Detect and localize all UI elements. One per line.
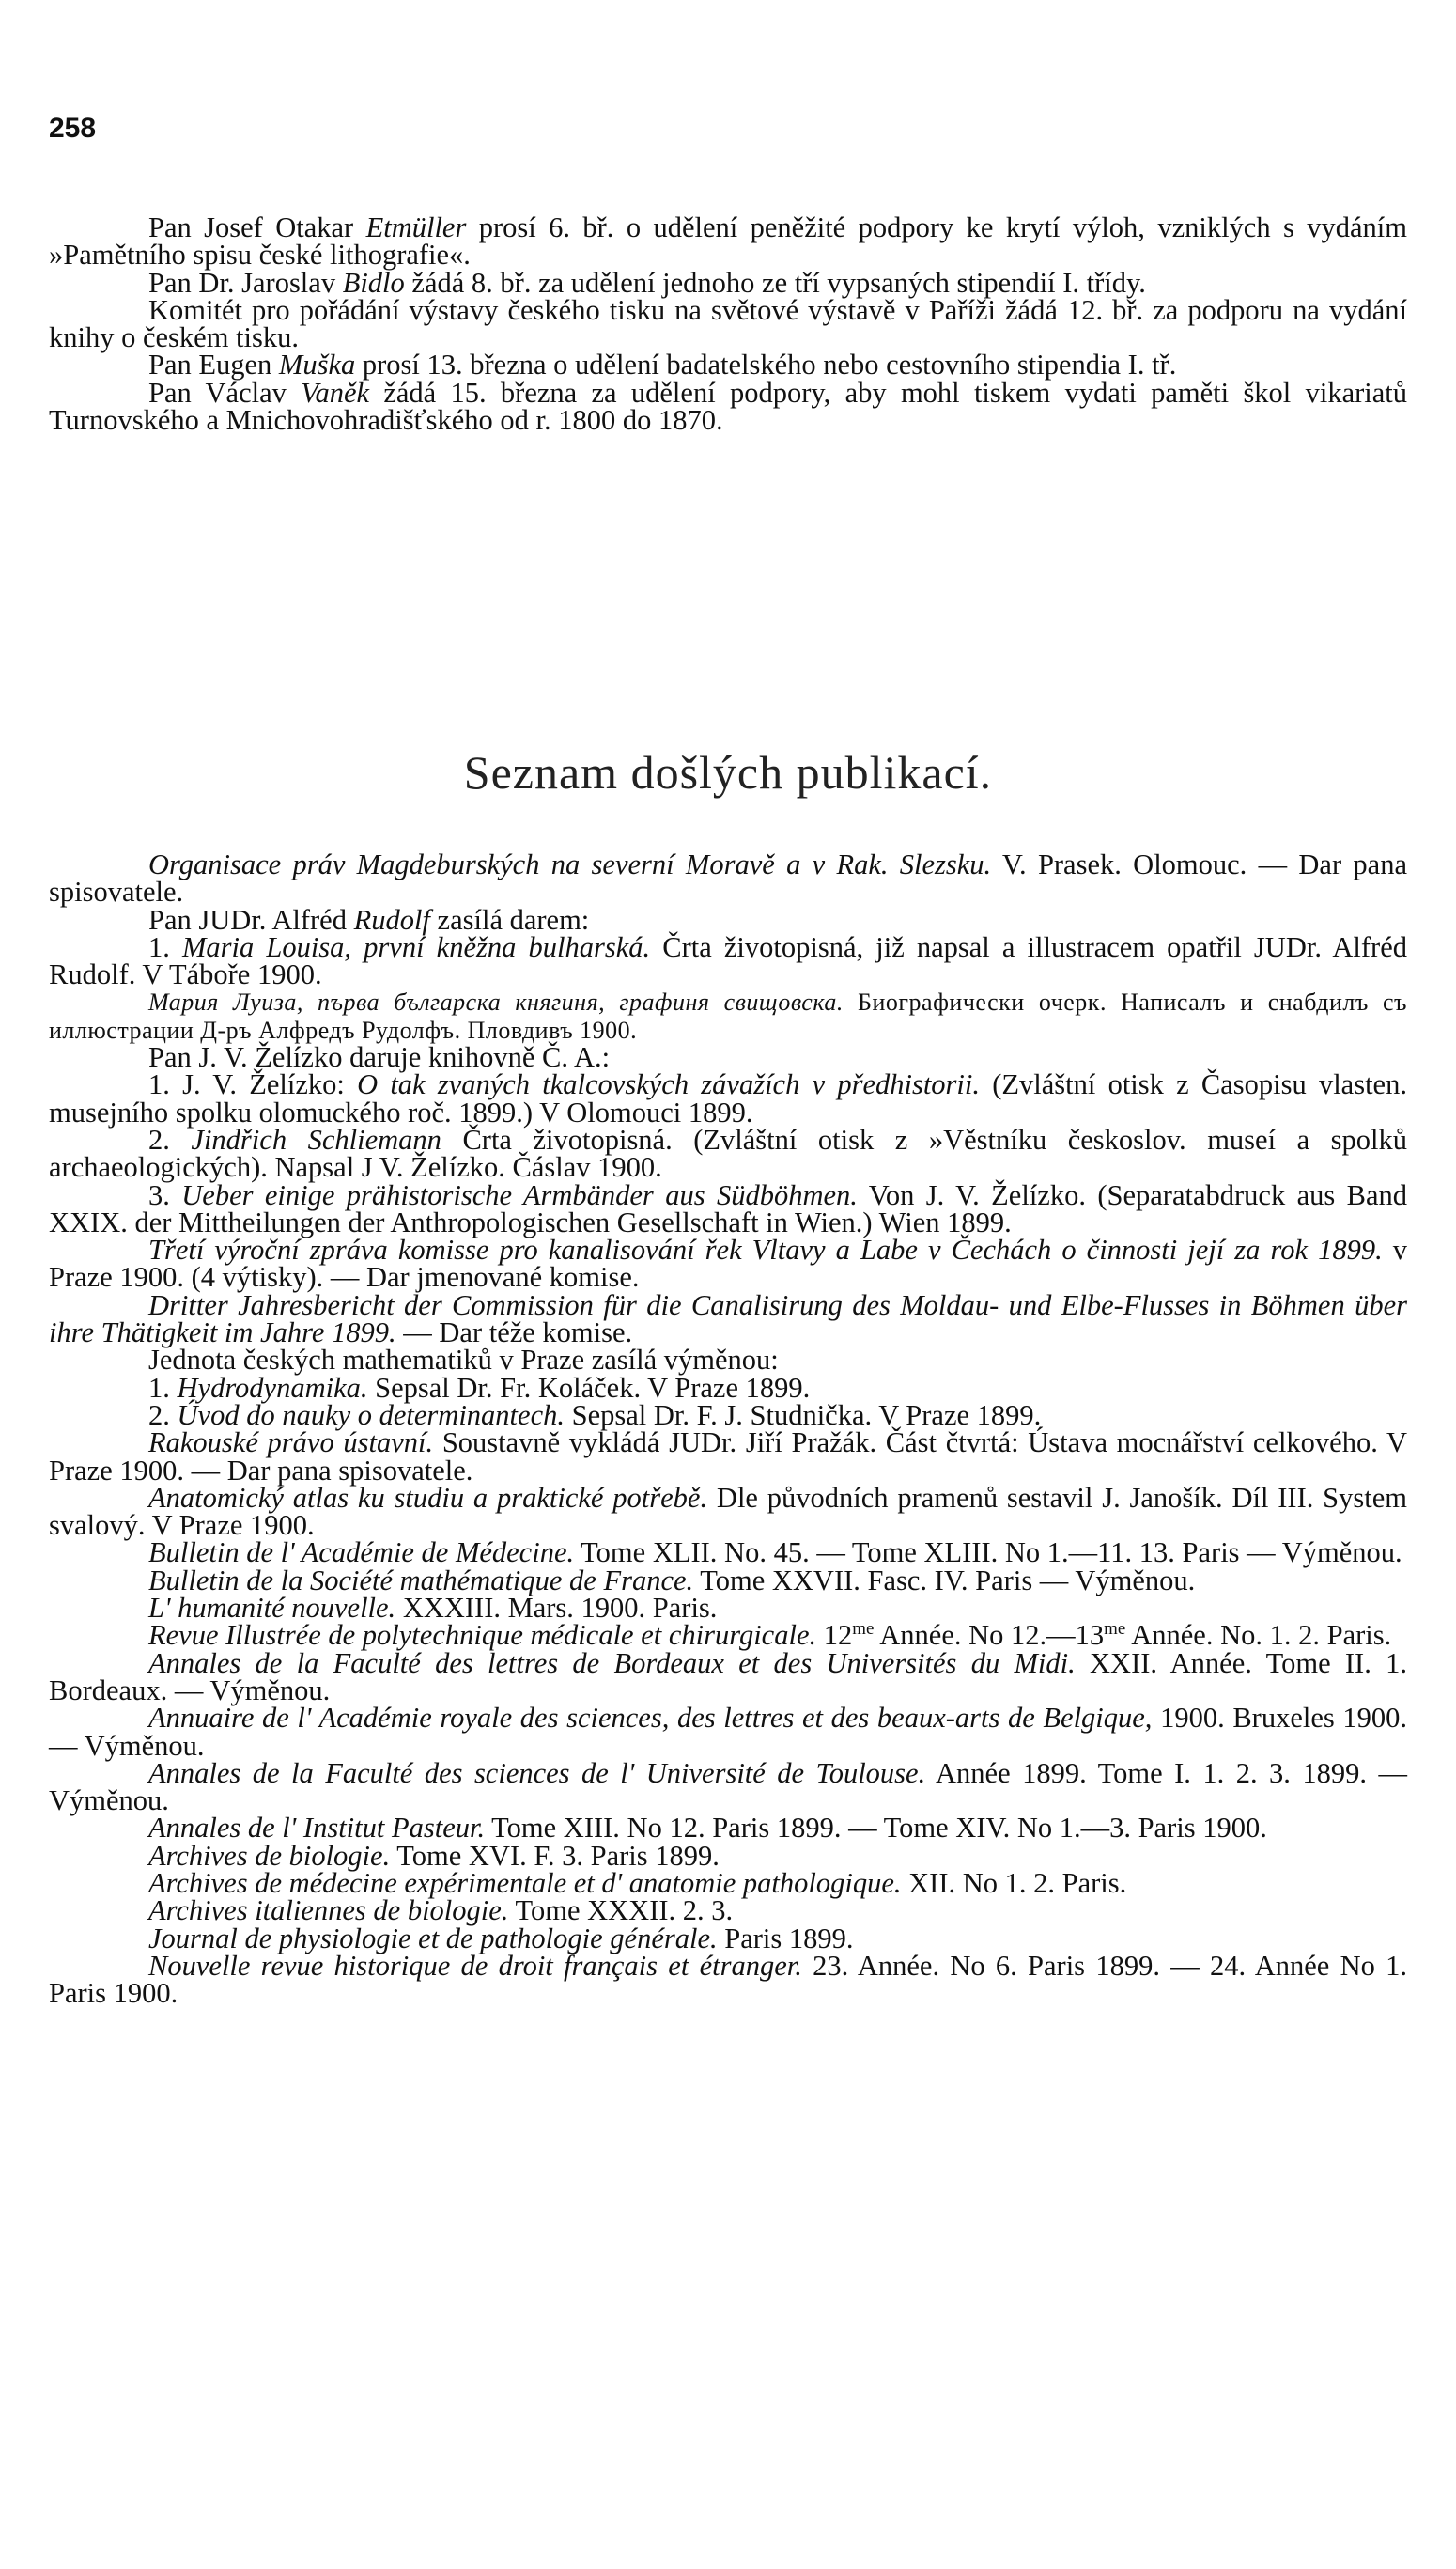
publication-entry: [49, 989, 1407, 1044]
publication-details: Črta životopisná. (Zvláštní otisk z »Věstníku českoslov. museí a spolků archaeologických). Napsal J V. Želízko. Čáslav 1900.: [49, 1123, 1408, 1184]
publication-title: Archives de médecine expérimentale et d' anatomie pathologique.: [148, 1866, 902, 1899]
publication-details: Črta životopisná, již napsal a illustracem opatřil JUDr. Alfréd Rudolf. V Táboře 1900.: [49, 930, 1407, 991]
publication-title: Jindřich Schliemann: [191, 1123, 441, 1156]
request-paragraph: [49, 351, 1407, 379]
publication-details: Tome XVI. F. 3. Paris 1899.: [390, 1839, 720, 1872]
publication-details: 12: [816, 1619, 853, 1652]
page-number: 258: [49, 113, 97, 144]
publication-details: 1900. Bruxeles 1900. — Výměnou.: [49, 1702, 1407, 1762]
request-paragraph: [49, 376, 1407, 437]
publication-title: Organisace práv Magdeburských na severní Moravě a v Rak. Slezsku.: [148, 849, 992, 880]
publication-entry: [49, 1481, 1407, 1542]
publication-title: Journal de physiologie et de pathologie générale.: [148, 1922, 718, 1954]
publication-details: Année. No 12.—13: [874, 1619, 1105, 1652]
publication-title: Anatomický atlas ku studiu a praktické potřebě.: [148, 1481, 708, 1514]
publication-title: Třetí výroční zpráva komisse pro kanalisování řek Vltavy a Labe v Čechách o činnosti její za rok 1899.: [148, 1234, 1383, 1267]
section-heading: Seznam došlých publikací.: [463, 746, 993, 799]
publication-details: Tome XXVII. Fasc. IV. Paris — Výměnou.: [693, 1564, 1196, 1596]
publication-title: Maria Louisa, první kněžna bulharská.: [182, 930, 651, 963]
publication-entry: [49, 1756, 1408, 1817]
publication-details: Jednota českých mathematiků v Praze zasílá výměnou:: [148, 1344, 779, 1377]
publication-details: Année 1899. Tome I. 1. 2. 3. 1899. — Výměnou.: [49, 1756, 1408, 1817]
publication-details: Pan J. V. Želízko daruje knihovně Č. A.:: [148, 1041, 611, 1074]
publication-entry: [49, 1426, 1407, 1487]
publication-details: XXXIII. Mars. 1900. Paris.: [395, 1592, 718, 1625]
publication-entry: [49, 1398, 1407, 1431]
publication-entry: [49, 1592, 1407, 1625]
publication-number: 2.: [148, 1123, 192, 1156]
publication-number: 1. J. V. Želízko:: [148, 1068, 358, 1101]
donor-name: Rudolf: [353, 903, 430, 936]
publication-number: 3.: [148, 1178, 182, 1211]
publication-details: V. Prasek. Olomouc. — Dar pana spisovatele.: [49, 849, 1407, 909]
publication-entry: [49, 1123, 1408, 1184]
publication-entry: [49, 851, 1407, 907]
superscript: me: [852, 1619, 875, 1640]
publication-details: Année. No. 1. 2. Paris.: [1125, 1619, 1392, 1652]
publication-title: Мария Луиза, първа българска княгиня, графиня свищовска.: [148, 989, 844, 1017]
publication-number: 2.: [148, 1398, 178, 1431]
publication-number: 1.: [148, 1371, 178, 1404]
publication-entry: [49, 1178, 1408, 1238]
request-text: prosí 13. března o udělení badatelského nebo cestovního stipendia I. tř.: [355, 349, 1177, 381]
publication-title: Revue Illustrée de polytechnique médicale et chirurgicale.: [148, 1619, 817, 1652]
publication-title: Annuaire de l' Académie royale des sciences, des lettres et des beaux-arts de Belgique,: [148, 1702, 1153, 1735]
publication-details: — Dar téže komise.: [395, 1316, 633, 1349]
publication-entry: [49, 1371, 1407, 1404]
applicant-name: Bidlo: [342, 266, 405, 299]
publication-entry: [49, 930, 1407, 991]
requests-section: [49, 211, 1407, 437]
publication-details: Tome XIII. No 12. Paris 1899. — Tome XIV. No 1.—3. Paris 1900.: [485, 1812, 1267, 1845]
publication-title: Hydrodynamika.: [177, 1371, 368, 1404]
publication-entry: [49, 1619, 1407, 1652]
publication-entry: [49, 903, 1407, 936]
publication-title: L' humanité nouvelle.: [148, 1592, 396, 1625]
publication-details: (Zvláštní otisk z Časopisu vlasten. musejního spolku olomuckého roč. 1899.) V Olomouci 1899.: [49, 1068, 1407, 1129]
publication-details: zasílá darem:: [429, 903, 590, 936]
publication-entry: [49, 1812, 1407, 1845]
publication-details: 23. Année. No 6. Paris 1899. — 24. Année No 1. Paris 1900.: [49, 1949, 1407, 2010]
request-paragraph: [49, 211, 1407, 272]
applicant-name: Muška: [278, 349, 356, 381]
request-paragraph: [49, 293, 1407, 354]
publication-entry: [49, 1288, 1407, 1349]
publication-title: Úvod do nauky o determinantech.: [177, 1398, 565, 1431]
publication-entry: [49, 1839, 1407, 1872]
request-text: žádá 15. března za udělení podpory, aby mohl tiskem vydati paměti škol vikariatů Turnovského a Mnichovohradišťského od r. 1800 do 1870.: [49, 376, 1407, 437]
publication-entry: [49, 1894, 1407, 1927]
publication-entry: [49, 1866, 1407, 1899]
publication-title: Bulletin de l' Académie de Médecine.: [148, 1536, 575, 1569]
request-text: prosí 6. bř. o udělení peněžité podpory ke krytí výloh, vzniklých s vydáním »Pamětního spisu české lithografie«.: [49, 211, 1407, 272]
publication-entry: [49, 1949, 1407, 2010]
publication-title: Annales de l' Institut Pasteur.: [148, 1812, 486, 1845]
publication-details: Von J. V. Želízko. (Separatabdruck aus Band XXIX. der Mittheilungen der Anthropologischen Gesellschaft in Wien.) Wien 1899.: [49, 1178, 1408, 1238]
request-text: Komitét pro pořádání výstavy českého tisku na světové výstavě v Paříži žádá 12. bř. za podporu na vydání knihy o českém tisku.: [49, 293, 1407, 354]
publication-title: Archives de biologie.: [148, 1839, 391, 1872]
request-paragraph: [49, 266, 1407, 299]
publication-entry: [49, 1702, 1407, 1762]
publication-entry: [49, 1041, 1407, 1074]
publication-title: O tak zvaných tkalcovských závažích v předhistorii.: [357, 1068, 980, 1101]
publication-title: Annales de la Faculté des lettres de Bordeaux et des Universités du Midi.: [148, 1646, 1076, 1679]
applicant-name: Vaněk: [301, 376, 370, 409]
applicant-name: Etmüller: [365, 211, 467, 243]
publication-details: Sepsal Dr. F. J. Studnička. V Praze 1899.: [564, 1398, 1042, 1431]
publication-entry: [49, 1344, 1407, 1377]
publication-details: Tome XXXII. 2. 3.: [508, 1894, 734, 1927]
publication-details: XII. No 1. 2. Paris.: [901, 1866, 1127, 1899]
publication-number: 1.: [148, 930, 182, 963]
request-prefix: Pan Eugen: [148, 349, 279, 381]
superscript: me: [1104, 1619, 1126, 1640]
publication-title: Dritter Jahresbericht der Commission für die Canalisirung des Moldau- und Elbe-Flusses in Böhmen über ihre Thätigkeit im Jahre 1899.: [49, 1288, 1407, 1349]
publication-title: Rakouské právo ústavní.: [148, 1426, 434, 1459]
publication-title: Bulletin de la Société mathématique de France.: [148, 1564, 694, 1596]
publication-details: Биографически очерк. Написалъ и снабдилъ съ иллюстрации Д-ръ Алфредъ Рудолфъ. Пловдивъ 1900.: [49, 989, 1407, 1044]
publication-entry: [49, 1922, 1407, 1954]
publication-details: Dle původních pramenů sestavil J. Janošík. Díl III. System svalový. V Praze 1900.: [49, 1481, 1407, 1542]
publication-details: Pan JUDr. Alfréd: [148, 903, 354, 936]
publications-list: [49, 849, 1408, 2010]
publication-title: Annales de la Faculté des sciences de l' Université de Toulouse.: [148, 1756, 926, 1789]
publication-details: Tome XLII. No. 45. — Tome XLIII. No 1.—11. 13. Paris — Výměnou.: [574, 1536, 1402, 1569]
publication-entry: [49, 1646, 1407, 1706]
publication-entry: [49, 1564, 1407, 1596]
request-prefix: Pan Václav: [148, 376, 302, 409]
publication-title: Archives italiennes de biologie.: [148, 1894, 509, 1927]
publication-entry: [49, 1536, 1407, 1569]
publication-title: Nouvelle revue historique de droit français et étranger.: [148, 1949, 802, 1982]
publication-details: Sepsal Dr. Fr. Koláček. V Praze 1899.: [367, 1371, 811, 1404]
publication-entry: [49, 1234, 1408, 1294]
request-text: žádá 8. bř. za udělení jednoho ze tří vypsaných stipendií I. třídy.: [404, 266, 1146, 299]
publication-details: v Praze 1900. (4 výtisky). — Dar jmenované komise.: [49, 1234, 1408, 1294]
publication-details: XXII. Année. Tome II. 1. Bordeaux. — Výměnou.: [49, 1646, 1407, 1706]
publication-details: Paris 1899.: [717, 1922, 854, 1954]
request-prefix: Pan Dr. Jaroslav: [148, 266, 343, 299]
publication-title: Ueber einige prähistorische Armbänder aus Südböhmen.: [181, 1178, 858, 1211]
publication-entry: [49, 1068, 1407, 1129]
request-prefix: Pan Josef Otakar: [148, 211, 366, 243]
publication-details: Soustavně vykládá JUDr. Jiří Pražák. Část čtvrtá: Ústava mocnářství celkového. V Praze 1900. — Dar pana spisovatele.: [49, 1426, 1407, 1487]
